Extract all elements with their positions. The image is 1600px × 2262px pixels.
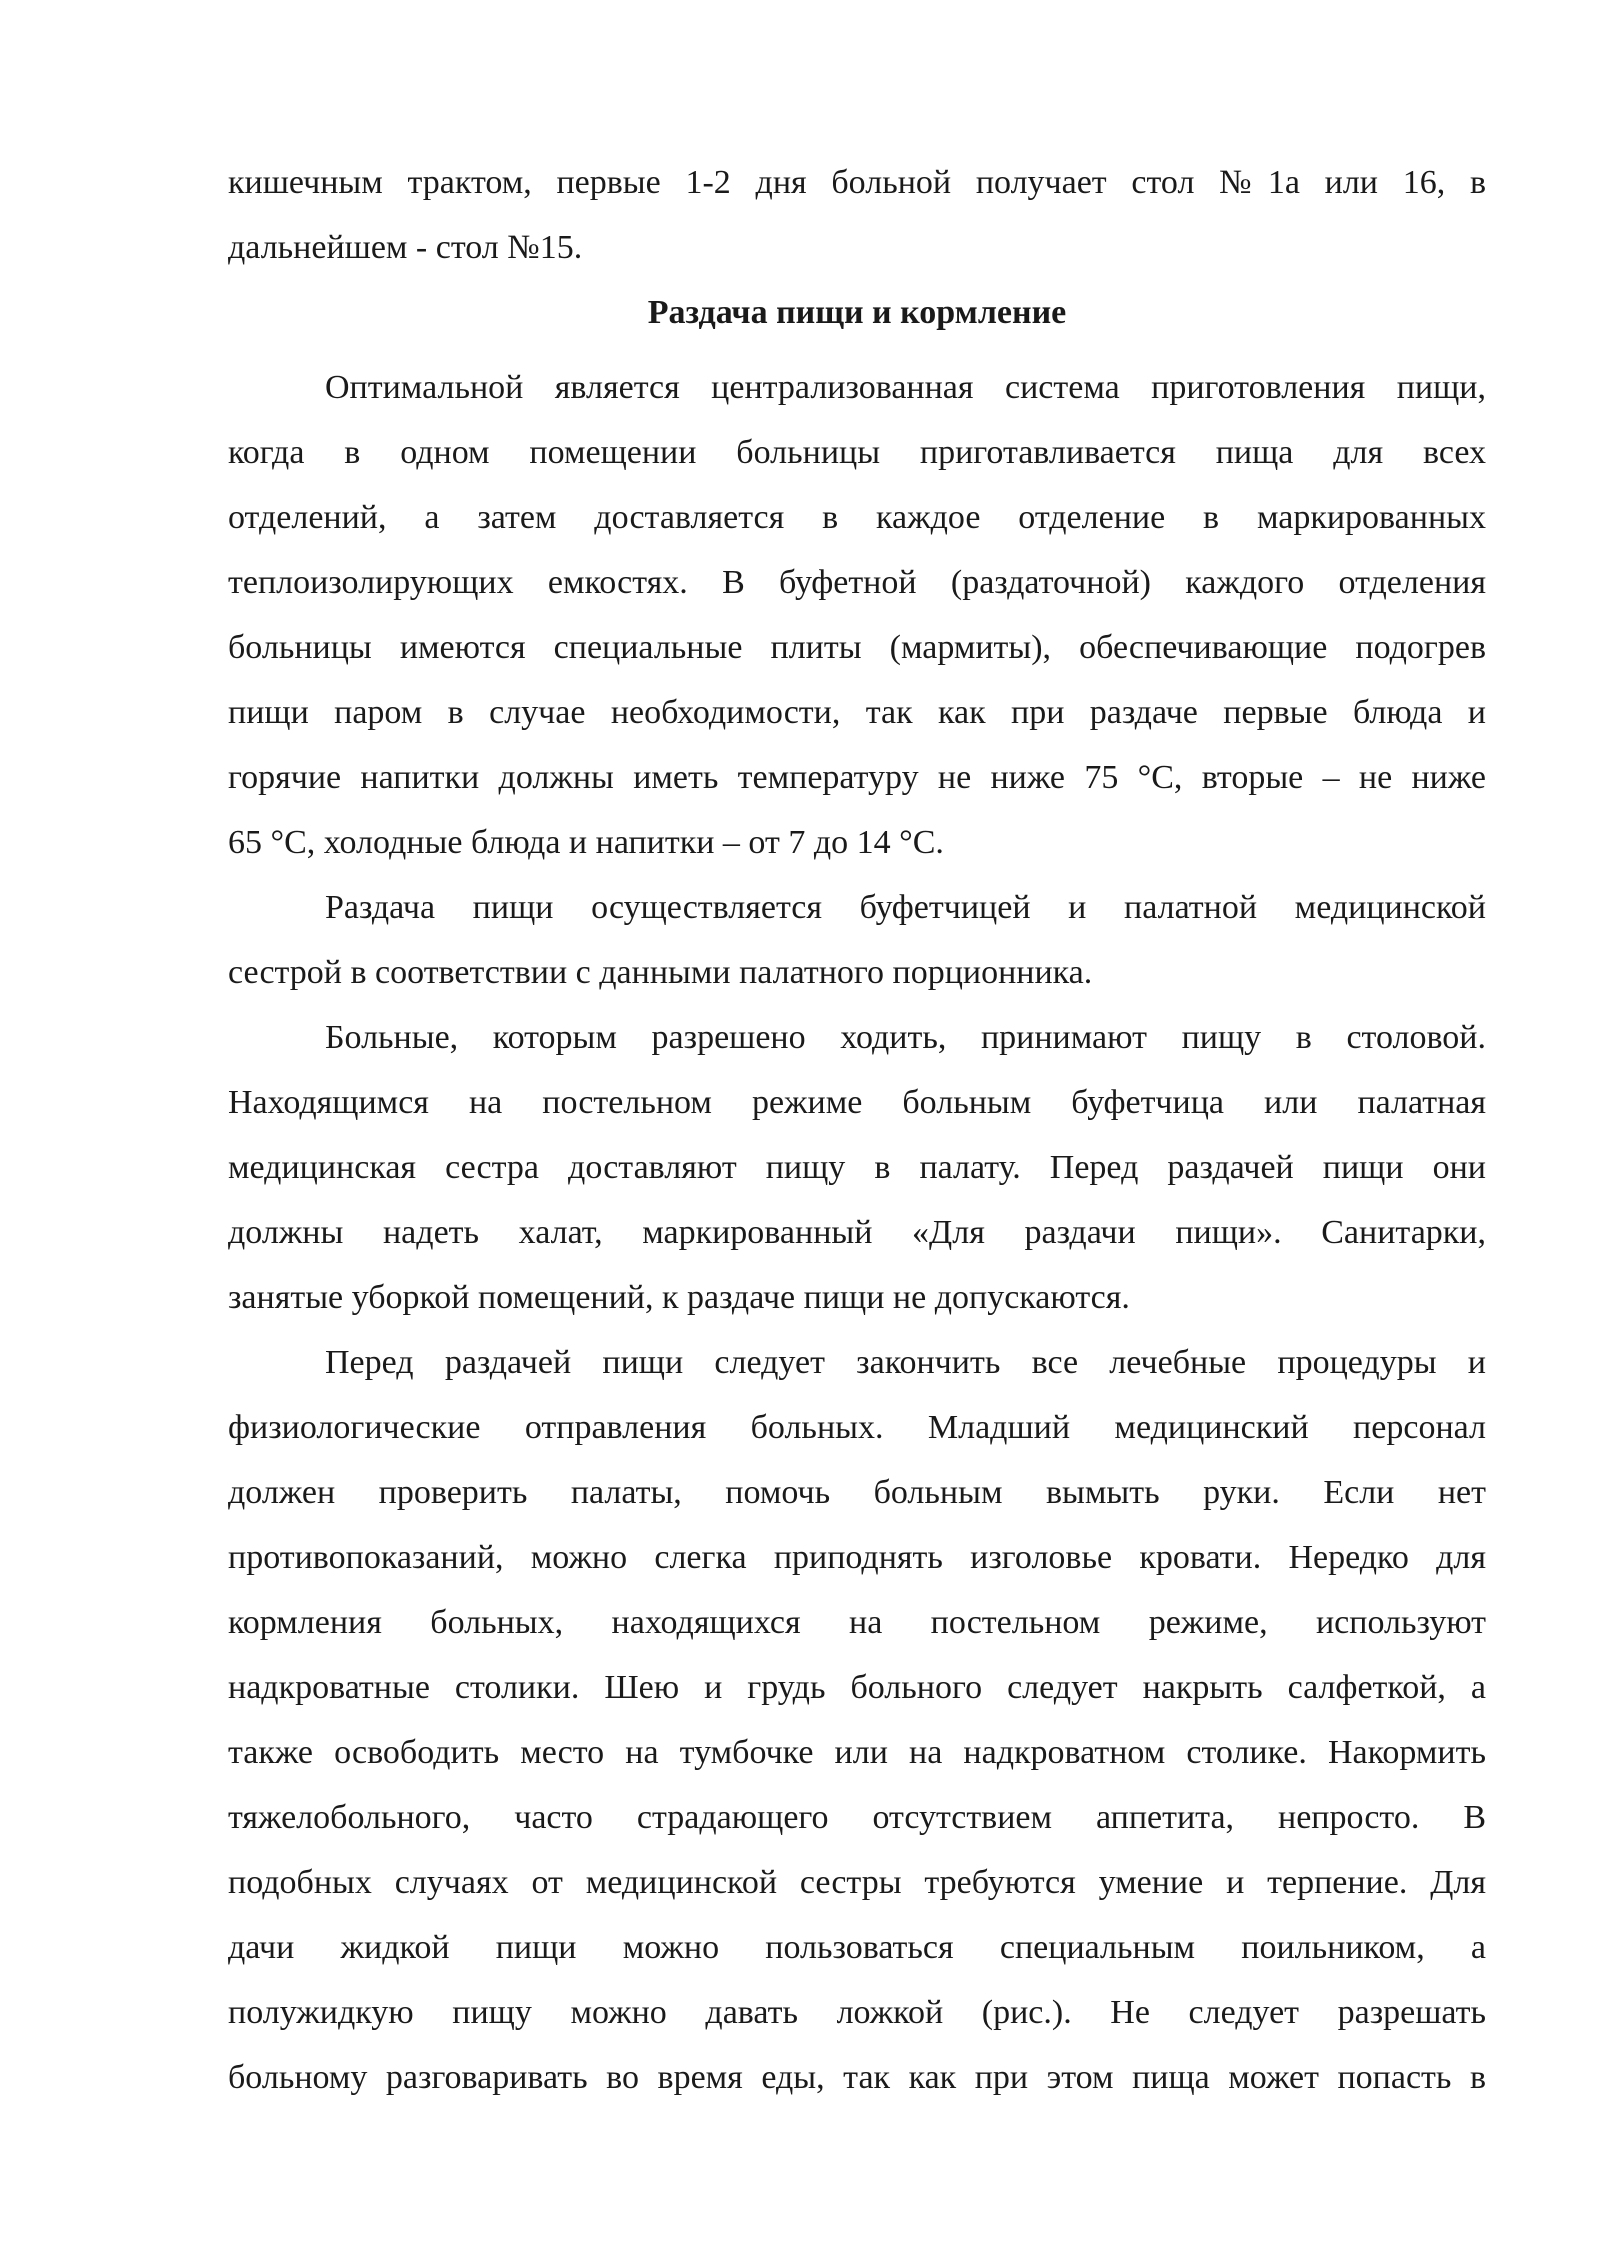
text-line: когда в одном помещении больницы приготавливается пища для всех (228, 434, 1486, 471)
text-line: медицинская сестра доставляют пищу в палату. Перед раздачей пищи они (228, 1149, 1486, 1186)
text-line: должен проверить палаты, помочь больным вымыть руки. Если нет (228, 1474, 1486, 1511)
text-line: дальнейшем - стол №15. (228, 229, 583, 266)
text-line: кишечным трактом, первые 1-2 дня больной получает стол №1а или 16, в (228, 164, 1486, 201)
section-heading: Раздача пищи и кормление (647, 294, 1067, 331)
text-line: Находящимся на постельном режиме больным буфетчица или палатная (228, 1084, 1486, 1121)
text-line: Раздача пищи осуществляется буфетчицей и палатной медицинской (325, 889, 1486, 926)
text-line: Оптимальной является централизованная система приготовления пищи, (325, 369, 1486, 406)
text-line: Больные, которым разрешено ходить, принимают пищу в столовой. (325, 1019, 1486, 1056)
text-line: занятые уборкой помещений, к раздаче пищи не допускаются. (228, 1279, 1130, 1316)
text-line: дачи жидкой пищи можно пользоваться специальным поильником, а (228, 1929, 1486, 1966)
text-line: сестрой в соответствии с данными палатного порционника. (228, 954, 1093, 991)
text-line: физиологические отправления больных. Младший медицинский персонал (228, 1409, 1486, 1446)
text-line: надкроватные столики. Шею и грудь больного следует накрыть салфеткой, а (228, 1669, 1486, 1706)
paragraph-walking-patients (228, 1005, 1486, 1330)
text-line: горячие напитки должны иметь температуру не ниже 75 °С, вторые – не ниже (228, 759, 1486, 796)
text-line: больницы имеются специальные плиты (мармиты), обеспечивающие подогрев (228, 629, 1486, 666)
text-line: теплоизолирующих емкостях. В буфетной (раздаточной) каждого отделения (228, 564, 1486, 601)
text-line: полужидкую пищу можно давать ложкой (рис.). Не следует разрешать (228, 1994, 1486, 2031)
text-line: тяжелобольного, часто страдающего отсутствием аппетита, непросто. В (228, 1799, 1486, 1836)
text-line: кормления больных, находящихся на постельном режиме, используют (228, 1604, 1486, 1641)
text-line: также освободить место на тумбочке или на надкроватном столике. Накормить (228, 1734, 1486, 1771)
text-line: 65 °С, холодные блюда и напитки – от 7 до 14 °С. (228, 824, 944, 861)
document-body (228, 150, 1486, 2110)
text-line: подобных случаях от медицинской сестры требуются умение и терпение. Для (228, 1864, 1486, 1901)
text-line: должны надеть халат, маркированный «Для раздачи пищи». Санитарки, (228, 1214, 1486, 1251)
paragraph-centralized-system (228, 355, 1486, 875)
paragraph-feeding-procedure (228, 1330, 1486, 2110)
text-line: пищи паром в случае необходимости, так как при раздаче первые блюда и (228, 694, 1486, 731)
text-line: противопоказаний, можно слегка приподнять изголовье кровати. Нередко для (228, 1539, 1486, 1576)
text-line: Перед раздачей пищи следует закончить все лечебные процедуры и (325, 1344, 1486, 1381)
text-line: отделений, а затем доставляется в каждое отделение в маркированных (228, 499, 1486, 536)
paragraph-food-distribution (228, 875, 1486, 1005)
intro-paragraph (228, 150, 1486, 280)
text-line: больному разговаривать во время еды, так как при этом пища может попасть в (228, 2059, 1486, 2096)
